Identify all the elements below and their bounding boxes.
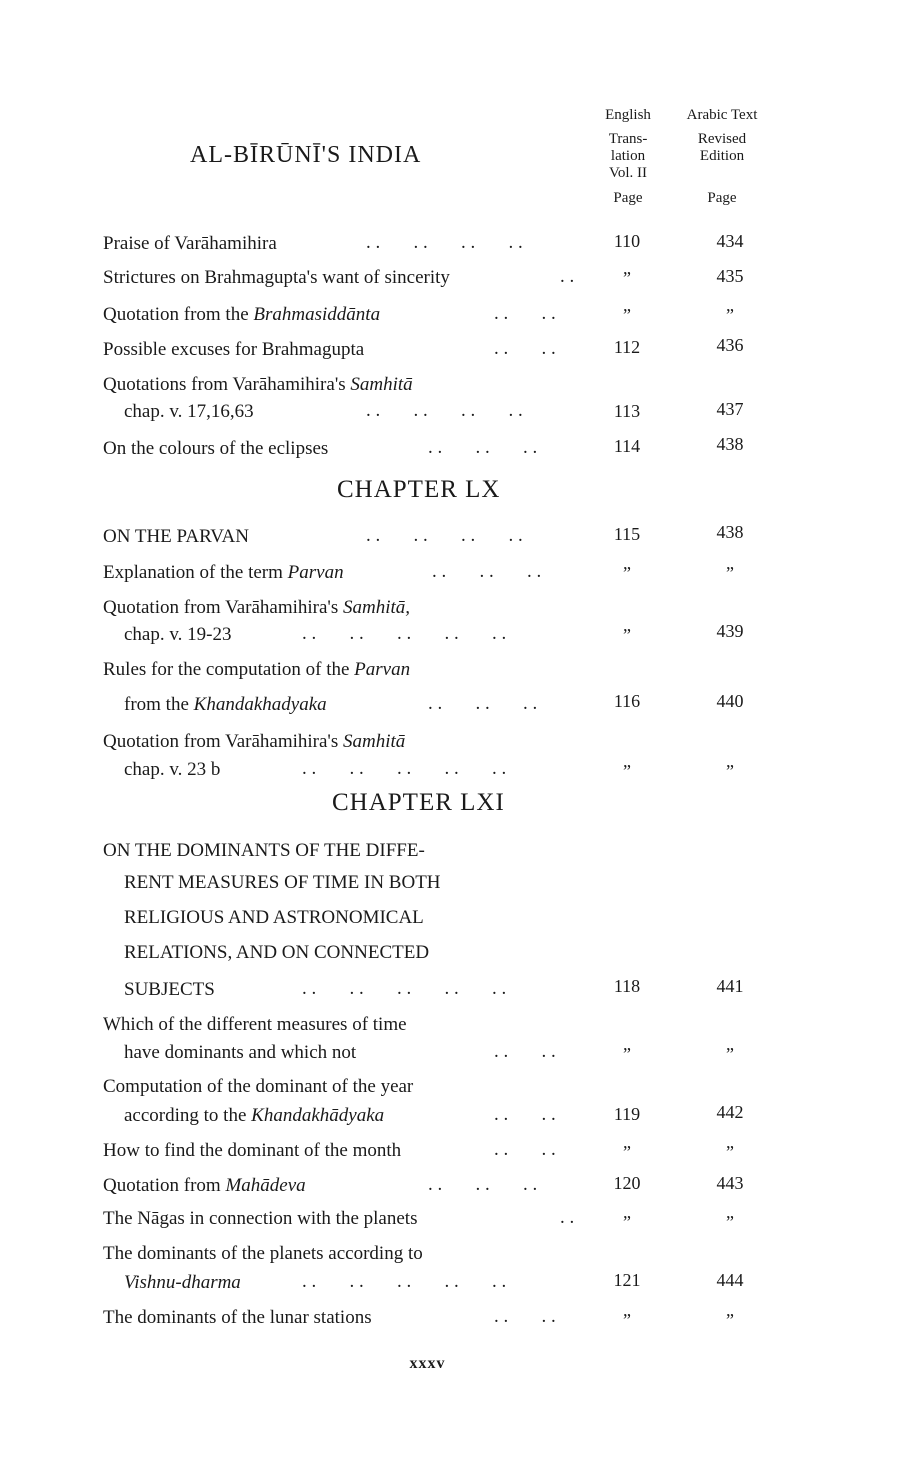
arabic-page-number: 442 [716, 1102, 744, 1122]
entry-text-part: Quotations from Varāhamihira's [103, 374, 351, 395]
leader-dots: . . . . . . . . [366, 525, 523, 546]
toc-entry-continuation: SUBJECTS [124, 979, 215, 1000]
header-line: English [605, 107, 651, 123]
leader-dots: . . . . . . . . . . [302, 1271, 507, 1292]
toc-entry-text: How to find the dominant of the month [103, 1140, 402, 1161]
english-page-number: ” [623, 563, 631, 583]
toc-entry-continuation [103, 1104, 384, 1128]
arabic-page-number: ” [726, 563, 734, 583]
english-page-number: 116 [613, 691, 641, 711]
english-page-number: ” [623, 1044, 631, 1064]
chapter-heading: CHAPTER LXI [332, 789, 505, 816]
entry-text-part: Rules for the computation of the [103, 659, 355, 680]
toc-entry-text [103, 658, 410, 682]
toc-entry-text [103, 561, 344, 585]
english-page-number: 110 [613, 231, 641, 251]
leader-dots: . . . . [494, 1104, 556, 1125]
toc-entry-text [103, 1174, 306, 1198]
toc-entry-continuation: chap. v. 19-23 [124, 624, 232, 645]
english-page-number: 119 [613, 1104, 641, 1124]
arabic-page-number: 439 [716, 621, 744, 641]
leader-dots: . . . . . . . . . . [302, 758, 507, 779]
toc-entry-text [103, 373, 413, 397]
entry-italic-title: Samhitā [350, 374, 413, 395]
leader-dots: . . . . [494, 338, 556, 359]
header-line: Page [613, 190, 643, 206]
arabic-page-number: 441 [716, 976, 744, 996]
toc-entry-text: Praise of Varāhamihira [103, 233, 277, 254]
toc-entry-text: Possible excuses for Brahmagupta [103, 339, 365, 360]
entry-italic-title: Parvan [287, 562, 344, 583]
leader-dots: . . . . [494, 1306, 556, 1327]
header-line: Page [707, 190, 737, 206]
page-number-folio: xxxv [409, 1355, 446, 1372]
english-page-number: 112 [613, 337, 641, 357]
toc-entry-continuation [103, 693, 327, 717]
leader-dots: . . . . [494, 1139, 556, 1160]
entry-italic-title: Samhitā, [343, 597, 411, 618]
arabic-page-number: ” [726, 305, 734, 325]
toc-entry-continuation: chap. v. 17,16,63 [124, 401, 254, 422]
english-page-number: ” [623, 268, 631, 288]
toc-entry-text: The dominants of the planets according to [103, 1243, 423, 1264]
arabic-page-number: 435 [716, 266, 744, 286]
arabic-page-number: ” [726, 1044, 734, 1064]
entry-italic-title: Parvan [354, 659, 411, 680]
arabic-page-number: ” [726, 1212, 734, 1232]
header-line: Trans- [608, 131, 648, 147]
arabic-page-number: 444 [716, 1270, 744, 1290]
entry-text-part: according to the [124, 1105, 252, 1126]
english-page-number: 121 [613, 1270, 641, 1290]
header-line: Revised [697, 131, 747, 147]
entry-italic-title: Khandakhadyaka [193, 694, 327, 715]
english-page-number: ” [623, 1142, 631, 1162]
arabic-page-number: 438 [716, 434, 744, 454]
english-page-number: 118 [613, 976, 641, 996]
chapter-heading: CHAPTER LX [337, 476, 501, 503]
entry-text-part: Quotation from the [103, 304, 254, 325]
arabic-page-number: 434 [716, 231, 744, 251]
header-line: Edition [699, 148, 745, 164]
entry-italic-title: Brahmasiddānta [253, 304, 381, 325]
english-page-number: ” [623, 625, 631, 645]
entry-italic-title: Khandakhādyaka [251, 1105, 385, 1126]
english-page-number: ” [623, 1212, 631, 1232]
english-page-number: 115 [613, 524, 641, 544]
leader-dots: . . [560, 1207, 575, 1228]
entry-text-part: Explanation of the term [103, 562, 288, 583]
arabic-page-number: 437 [716, 399, 744, 419]
toc-entry-text: Computation of the dominant of the year [103, 1076, 414, 1097]
arabic-page-number: 436 [716, 335, 744, 355]
toc-entry-text: The Nāgas in connection with the planets [103, 1208, 418, 1229]
page-title: AL-BĪRŪNĪ'S INDIA [190, 142, 422, 168]
leader-dots: . . . . . . . . [366, 232, 523, 253]
english-page-number: ” [623, 761, 631, 781]
toc-entry-continuation: have dominants and which not [124, 1042, 357, 1063]
arabic-page-number: ” [726, 1310, 734, 1330]
header-line: lation [610, 148, 646, 164]
entry-text-part: Quotation from Varāhamihira's [103, 597, 343, 618]
english-page-number: ” [623, 1310, 631, 1330]
arabic-column-header [668, 107, 776, 207]
leader-dots: . . . . . . . . . . [302, 623, 507, 644]
toc-entry-continuation [103, 1271, 241, 1295]
leader-dots: . . . . . . [432, 561, 542, 582]
toc-entry-text: Which of the different measures of time [103, 1014, 407, 1035]
header-line: Arabic Text [686, 107, 758, 123]
entry-italic-title: Vishnu-dharma [124, 1272, 241, 1293]
toc-entry-text [103, 303, 380, 327]
english-page-number: 114 [613, 436, 641, 456]
leader-dots: . . . . . . . . [366, 400, 523, 421]
english-column-header [590, 107, 666, 207]
entry-italic-title: Samhitā [343, 731, 406, 752]
english-page-number: 113 [613, 401, 641, 421]
arabic-page-number: 440 [716, 691, 744, 711]
header-line: Vol. II [608, 165, 648, 181]
leader-dots: . . [560, 266, 575, 287]
toc-entry-text [103, 730, 405, 754]
toc-entry-continuation: RELATIONS, AND ON CONNECTED [124, 942, 430, 963]
entry-text-part: Quotation from [103, 1175, 226, 1196]
leader-dots: . . . . . . [428, 437, 538, 458]
leader-dots: . . . . . . . . . . [302, 978, 507, 999]
arabic-page-number: ” [726, 1142, 734, 1162]
arabic-page-number: ” [726, 761, 734, 781]
toc-entry-text: ON THE DOMINANTS OF THE DIFFE- [103, 840, 425, 861]
toc-entry-text: The dominants of the lunar stations [103, 1307, 372, 1328]
toc-entry-continuation: chap. v. 23 b [124, 759, 221, 780]
leader-dots: . . . . [494, 1041, 556, 1062]
toc-entry-continuation: RELIGIOUS AND ASTRONOMICAL [124, 907, 424, 928]
toc-entry-text: On the colours of the eclipses [103, 438, 329, 459]
leader-dots: . . . . . . [428, 693, 538, 714]
entry-text-part: Quotation from Varāhamihira's [103, 731, 343, 752]
entry-text-part: from the [124, 694, 194, 715]
english-page-number: 120 [613, 1173, 641, 1193]
header-line [668, 165, 776, 182]
toc-entry-text [103, 596, 410, 620]
leader-dots: . . . . [494, 303, 556, 324]
toc-entry-continuation: RENT MEASURES OF TIME IN BOTH [124, 872, 441, 893]
arabic-page-number: 438 [716, 522, 744, 542]
toc-entry-text: Strictures on Brahmagupta's want of sincerity [103, 267, 450, 288]
english-page-number: ” [623, 305, 631, 325]
entry-italic-title: Mahādeva [225, 1175, 306, 1196]
toc-entry-text: ON THE PARVAN [103, 526, 249, 547]
leader-dots: . . . . . . [428, 1174, 538, 1195]
arabic-page-number: 443 [716, 1173, 744, 1193]
